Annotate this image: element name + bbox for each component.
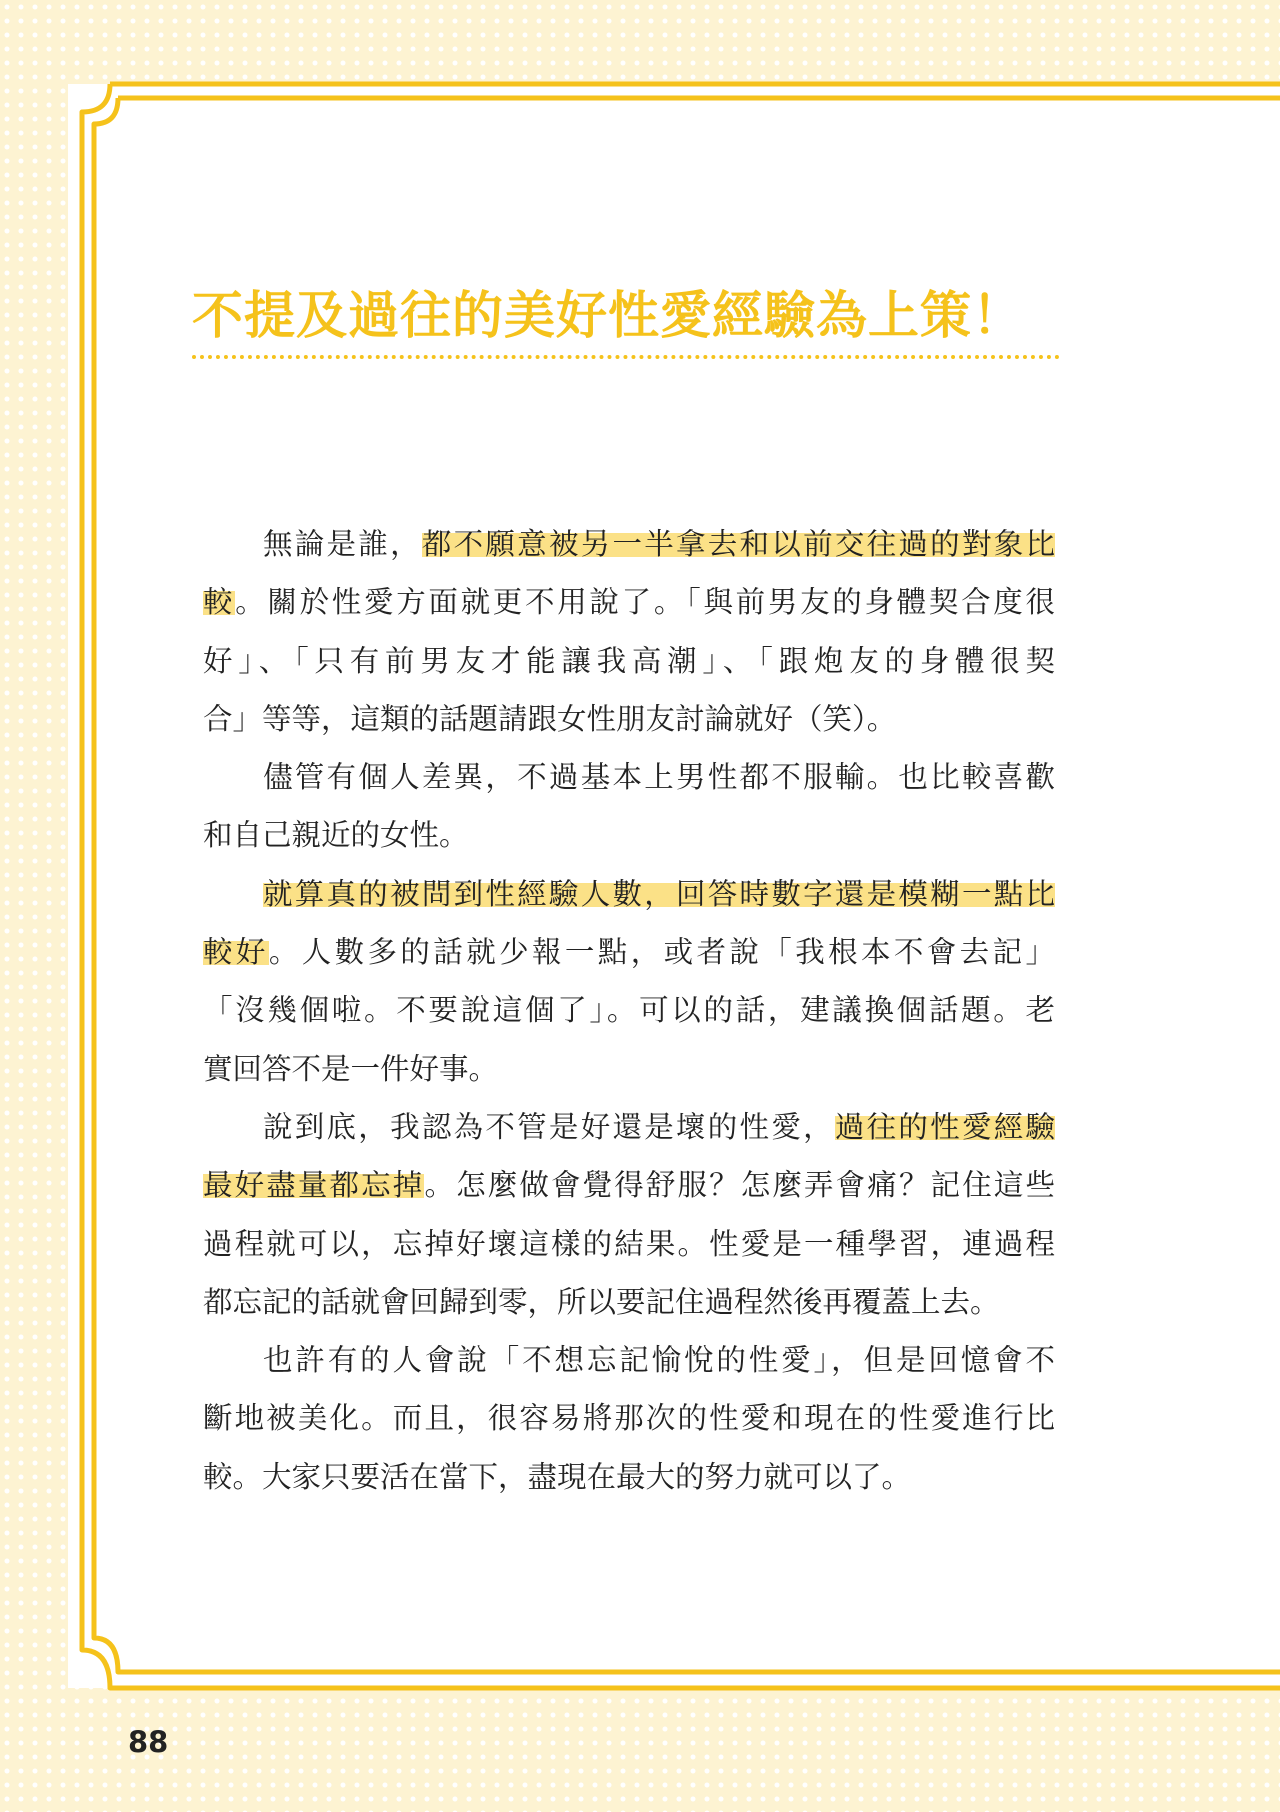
paragraph-5-line-1: 也許有的人會說「不想忘記愉悅的性愛」，但是回憶會不 [263,1343,1055,1378]
paragraph-2-line-1: 儘管有個人差異，不過基本上男性都不服輸。也比較喜歡 [263,760,1055,795]
paragraph-3-line-1 [203,865,1055,923]
paragraph-1-line-2 [203,573,1055,631]
highlighted-text: 都不願意被另一半拿去和以前交往過的對象比 [421,527,1055,561]
paragraph-3-line-4: 實回答不是一件好事。 [203,1051,499,1086]
highlighted-text: 較好 [203,935,269,970]
paragraph-3-line-2 [203,923,1055,981]
paragraph-4-line-2 [203,1156,1055,1214]
page-number: 88 [128,1725,169,1759]
text-run: 無論是誰， [263,527,422,561]
paragraph-1-line-1 [203,515,1055,573]
article-body [203,515,1055,1506]
text-run: 說到底，我認為不管是好還是壞的性愛， [263,1109,835,1144]
paragraph-1-line-3: 好」、「只有前男友才能讓我高潮」、「跟炮友的身體很契 [203,643,1055,678]
highlighted-text: 較 [203,585,236,620]
paragraph-4-line-4: 都忘記的話就會回歸到零，所以要記住過程然後再覆蓋上去。 [203,1284,1000,1319]
paragraph-5-line-3: 較。大家只要活在當下，盡現在最大的努力就可以了。 [203,1459,912,1494]
paragraph-1-line-4: 合」等等，這類的話題請跟女性朋友討論就好（笑）。 [203,701,897,736]
paragraph-3-line-3: 「沒幾個啦。不要說這個了」。可以的話，建議換個話題。老 [203,993,1055,1028]
paragraph-4-line-3: 過程就可以，忘掉好壞這樣的結果。性愛是一種學習，連過程 [203,1226,1055,1261]
text-run: 。關於性愛方面就更不用說了。「與前男友的身體契合度很 [235,585,1055,620]
paragraph-2-line-2: 和自己親近的女性。 [203,818,469,853]
highlighted-text: 最好盡量都忘掉 [203,1168,425,1203]
text-run: 。人數多的話就少報一點，或者說「我根本不會去記」 [268,935,1055,970]
highlighted-text: 就算真的被問到性經驗人數，回答時數字還是模糊一點比 [263,876,1055,911]
paragraph-5-line-2: 斷地被美化。而且，很容易將那次的性愛和現在的性愛進行比 [203,1401,1055,1436]
page-title: 不提及過往的美好性愛經驗為上策！ [192,287,1025,346]
highlighted-text: 過往的性愛經驗 [834,1109,1055,1144]
text-run: 。怎麼做會覺得舒服？怎麼弄會痛？記住這些 [424,1168,1055,1203]
paragraph-4-line-1 [203,1098,1055,1156]
title-dotted-underline [192,355,1060,359]
